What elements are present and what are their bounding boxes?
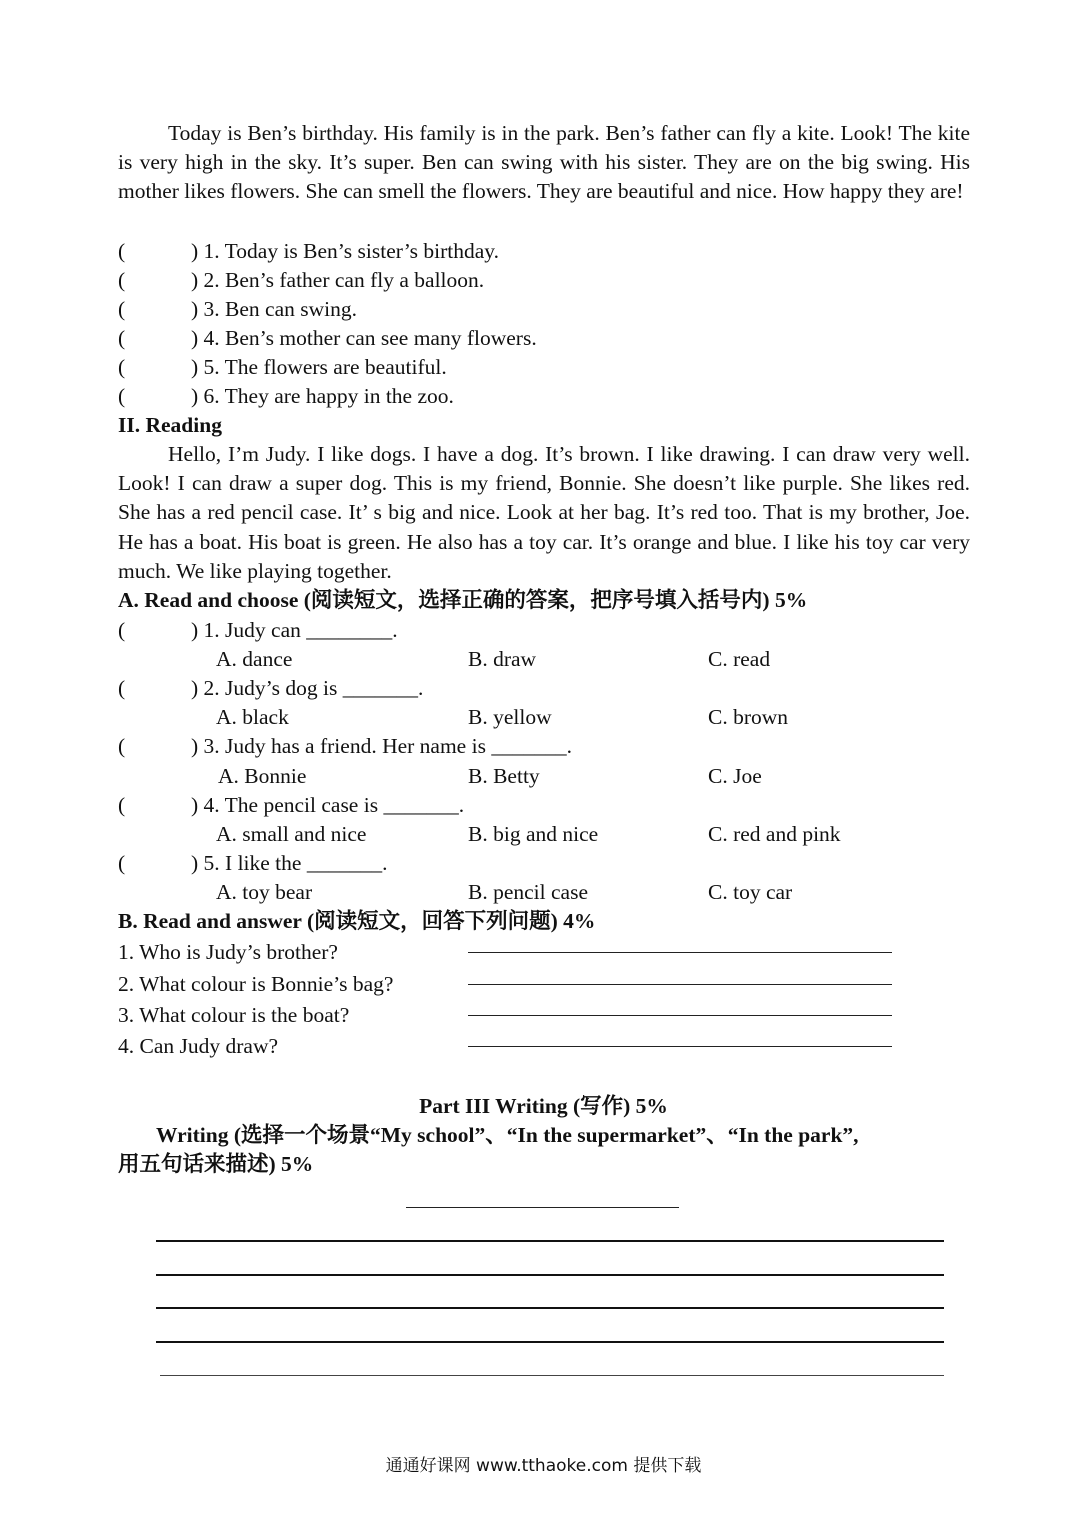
passage-ben-birthday: Today is Ben’s birthday. His family is in the park. Ben’s father can fly a kite. Look! The kite is very high in the sky. It’s super. Ben can swing with his sister. They are on the big swing. His mother likes flowers. She can smell the flowers. They are beautiful and nice. How happy they are! (118, 121, 970, 204)
writing-instruction-line-2: 用五句话来描述) 5% (118, 1152, 314, 1176)
mc-question-1: ( ) 1. Judy can ________. (118, 618, 398, 642)
writing-instruction-line-1: Writing (选择一个场景“My school”、“In the supermarket”、“In the park”, (156, 1123, 859, 1147)
tf-item-5: ( ) 5. The flowers are beautiful. (118, 355, 447, 379)
qa-item-1: 1. Who is Judy’s brother? (118, 938, 918, 967)
mc-question-3: ( ) 3. Judy has a friend. Her name is _______. (118, 734, 572, 758)
mc-option: B. draw (468, 647, 537, 671)
tf-item-6: ( ) 6. They are happy in the zoo. (118, 384, 454, 408)
mc-question-5: ( ) 5. I like the _______. (118, 851, 388, 875)
mc-option: A. black (216, 705, 289, 729)
writing-line[interactable] (160, 1375, 944, 1376)
part-b-title: B. Read and answer (阅读短文，回答下列问题) 4% (118, 909, 596, 933)
mc-option: B. yellow (468, 705, 552, 729)
writing-title-line[interactable] (406, 1207, 679, 1208)
answer-line[interactable] (468, 1046, 892, 1047)
mc-option: C. toy car (708, 880, 793, 904)
writing-line[interactable] (156, 1307, 944, 1309)
mc-option: A. toy bear (216, 880, 313, 904)
mc-question-4: ( ) 4. The pencil case is _______. (118, 793, 465, 817)
mc-option: A. small and nice (216, 822, 367, 846)
mc-question-2: ( ) 2. Judy’s dog is _______. (118, 676, 424, 700)
mc-option: C. Joe (708, 764, 762, 788)
answer-line[interactable] (468, 952, 892, 953)
passage-judy: Hello, I’m Judy. I like dogs. I have a dog. It’s brown. I like drawing. I can draw very well. Look! I can draw a super dog. This is my friend, Bonnie. She doesn’t like purple. She likes red. She has a red pencil case. It’ s big and nice. Look at her bag. It’s red too. That is my brother, Joe. He has a boat. His boat is green. He also has a toy car. It’s orange and blue. I like his toy car very much. We like playing together. (118, 442, 970, 583)
writing-line[interactable] (156, 1240, 944, 1242)
answer-line[interactable] (468, 1015, 892, 1016)
mc-option: A. dance (216, 647, 293, 671)
tf-item-3: ( ) 3. Ben can swing. (118, 297, 357, 321)
mc-option: A. Bonnie (218, 764, 307, 788)
qa-item-2: 2. What colour is Bonnie’s bag? (118, 970, 918, 999)
tf-item-1: ( ) 1. Today is Ben’s sister’s birthday. (118, 239, 500, 263)
mc-option: C. brown (708, 705, 789, 729)
mc-option: B. big and nice (468, 822, 599, 846)
mc-option: C. red and pink (708, 822, 841, 846)
section-title-reading: II. Reading (118, 413, 222, 437)
qa-item-4: 4. Can Judy draw? (118, 1032, 918, 1061)
footer-source: 通通好课网 www.tthaoke.com 提供下载 (385, 1456, 702, 1476)
mc-option: C. read (708, 647, 771, 671)
part-3-title: Part III Writing (写作) 5% (419, 1094, 668, 1118)
tf-item-4: ( ) 4. Ben’s mother can see many flowers. (118, 326, 537, 350)
part-a-title: A. Read and choose (阅读短文，选择正确的答案，把序号填入括号内) 5% (118, 588, 808, 612)
answer-line[interactable] (468, 984, 892, 985)
mc-option: B. pencil case (468, 880, 588, 904)
qa-item-3: 3. What colour is the boat? (118, 1001, 918, 1030)
writing-line[interactable] (156, 1341, 944, 1343)
tf-item-2: ( ) 2. Ben’s father can fly a balloon. (118, 268, 485, 292)
mc-option: B. Betty (468, 764, 540, 788)
writing-line[interactable] (156, 1274, 944, 1276)
